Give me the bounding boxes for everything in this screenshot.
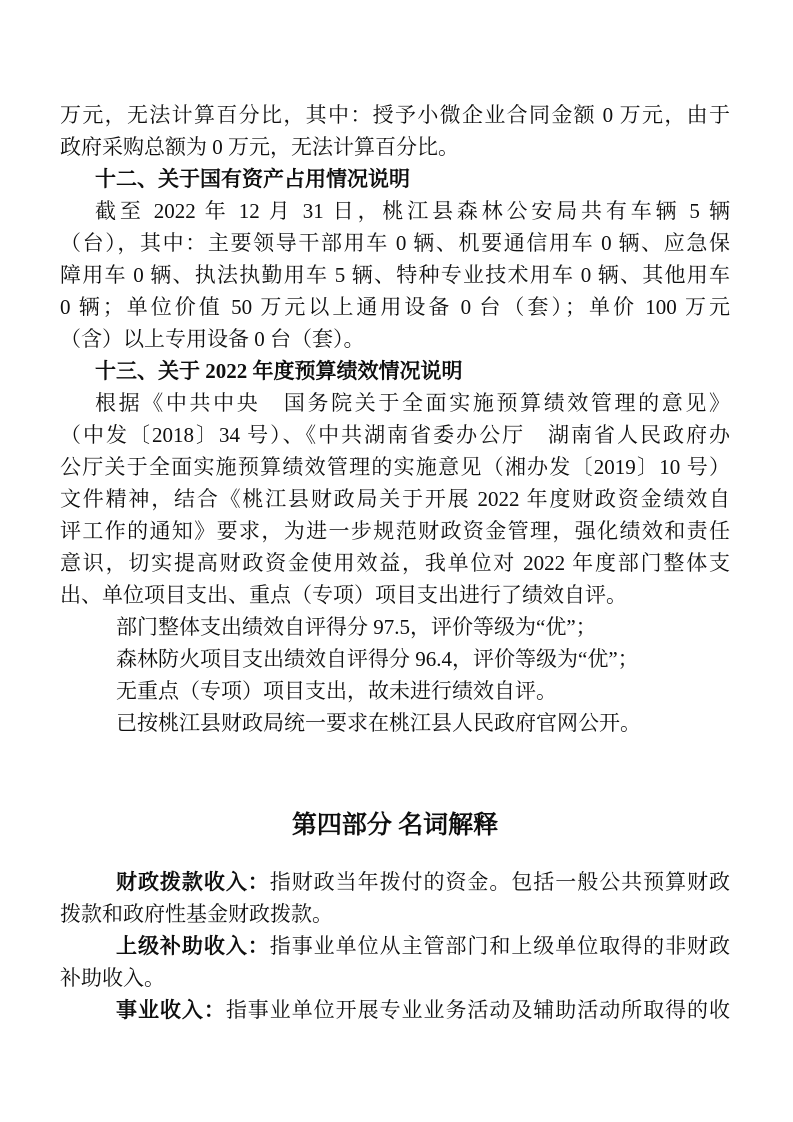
document-content: [60, 99, 730, 1026]
term-definition-line: [60, 930, 730, 962]
term-definition-line: [60, 866, 730, 898]
term-label: 上级补助收入：: [116, 934, 270, 958]
term-label: 财政拨款收入：: [116, 870, 270, 894]
text-line: 0 辆；单位价值 50 万元以上通用设备 0 台（套）；单价 100 万元: [60, 295, 730, 319]
text-line: 障用车 0 辆、执法执勤用车 5 辆、特种专业技术用车 0 辆、其他用车: [60, 263, 730, 287]
text-line: 政府采购总额为 0 万元，无法计算百分比。: [60, 135, 459, 159]
term-label: 事业收入：: [116, 998, 226, 1022]
text-line: 意识，切实提高财政资金使用效益，我单位对 2022 年度部门整体支: [60, 551, 730, 575]
part4-title: 第四部分 名词解释: [291, 812, 499, 839]
term-definition-text: 指事业单位开展专业业务活动及辅助活动所取得的收: [225, 998, 731, 1022]
text-line: 万元，无法计算百分比，其中：授予小微企业合同金额 0 万元，由于: [60, 103, 730, 127]
text-line: 出、单位项目支出、重点（专项）项目支出进行了绩效自评。: [60, 583, 627, 607]
text-line: 已按桃江县财政局统一要求在桃江县人民政府官网公开。: [116, 711, 641, 735]
text-line: 拨款和政府性基金财政拨款。: [60, 902, 333, 926]
section-heading-13: 十三、关于 2022 年度预算绩效情况说明: [95, 359, 463, 383]
vertical-gap: [60, 739, 730, 804]
text-line: 评工作的通知》要求，为进一步规范财政资金管理，强化绩效和责任: [60, 519, 730, 543]
text-line: 截至 2022 年 12 月 31 日，桃江县森林公安局共有车辆 5 辆: [95, 199, 730, 223]
text-line: 无重点（专项）项目支出，故未进行绩效自评。: [116, 679, 557, 703]
text-line: （含）以上专用设备 0 台（套）。: [60, 327, 365, 351]
text-line: （台），其中：主要领导干部用车 0 辆、机要通信用车 0 辆、应急保: [60, 231, 730, 255]
text-line: 公厅关于全面实施预算绩效管理的实施意见（湘办发〔2019〕10 号）: [60, 455, 730, 479]
text-line: 根据《中共中央 国务院关于全面实施预算绩效管理的意见》: [95, 391, 730, 415]
text-line: 补助收入。: [60, 966, 165, 990]
term-definition-text: 指财政当年拨付的资金。包括一般公共预算财政: [269, 870, 731, 894]
term-definition-line: [60, 994, 730, 1026]
text-line: 文件精神，结合《桃江县财政局关于开展 2022 年度财政资金绩效自: [60, 487, 730, 511]
self-eval-overall: 部门整体支出绩效自评得分 97.5，评价等级为“优”；: [116, 615, 597, 639]
term-definition-text: 指事业单位从主管部门和上级单位取得的非财政: [269, 934, 731, 958]
text-line: （中发〔2018〕34 号）、《中共湖南省委办公厅 湖南省人民政府办: [60, 423, 730, 447]
section-heading-12: 十二、关于国有资产占用情况说明: [95, 167, 410, 191]
self-eval-project: 森林防火项目支出绩效自评得分 96.4，评价等级为“优”；: [116, 647, 639, 671]
vertical-gap: [60, 848, 730, 866]
